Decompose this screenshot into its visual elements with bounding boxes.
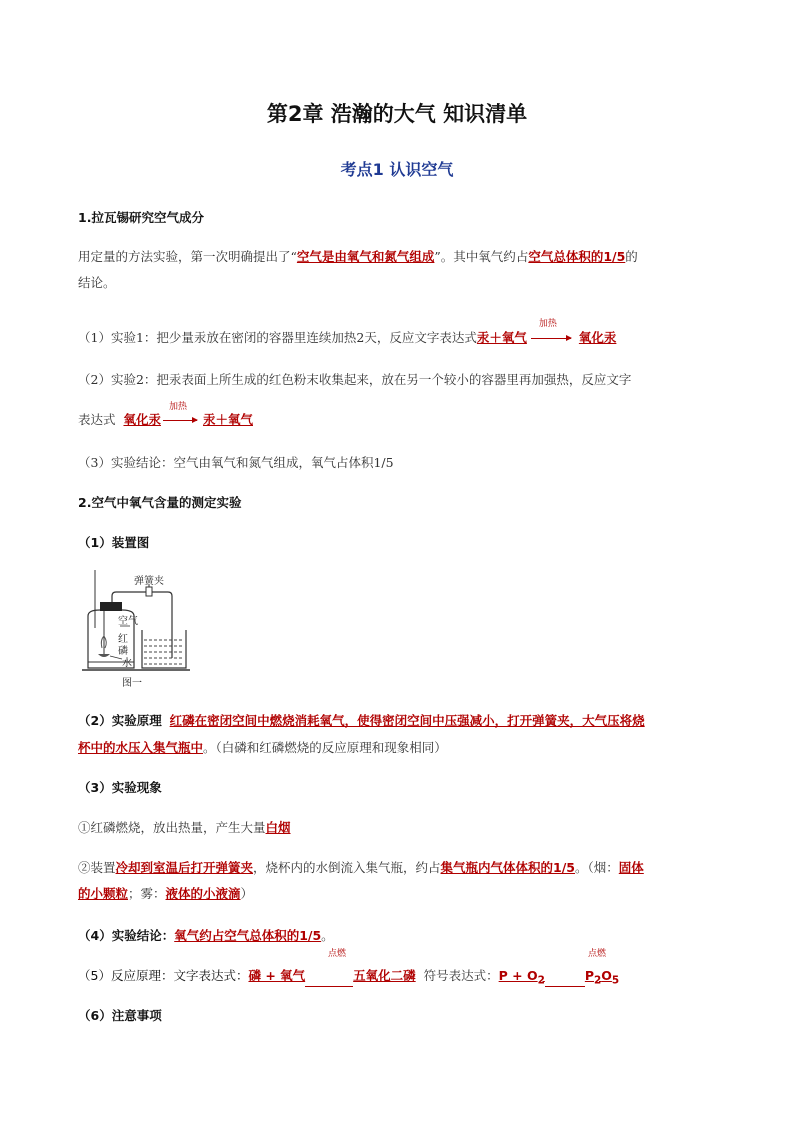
principle-line-1: （2）实验原理 红磷在密闭空间中燃烧消耗氧气，使得密闭空间中压强减小，打开弹簧夹，大气压将烧 <box>78 713 645 728</box>
phenomenon-1: ①红磷燃烧，放出热量，产生大量白烟 <box>78 820 291 835</box>
ignition-condition-symbol: 点燃 <box>588 949 607 959</box>
conclusion: （4）实验结论：氧气约占空气总体积的1/5。 <box>78 928 334 943</box>
heading-lavoisier: 1.拉瓦锡研究空气成分 <box>78 210 204 225</box>
reaction-arrow <box>531 338 571 339</box>
paragraph-conclusion-tail: 结论。 <box>78 275 116 290</box>
figure-caption: 图一 <box>122 678 142 689</box>
heading-oxygen-measurement: 2.空气中氧气含量的测定实验 <box>78 495 242 510</box>
section-title: 考点1 认识空气 <box>340 160 454 179</box>
apparatus-figure <box>78 566 198 690</box>
experiment-2: （2）实验2：把汞表面上所生成的红色粉末收集起来，放在另一个较小的容器里再加强热，反应文字 <box>78 372 632 387</box>
ignition-condition-word: 点燃 <box>328 949 347 959</box>
subheading-phenomena: （3）实验现象 <box>78 780 162 795</box>
phenomenon-2: ②装置冷却到室温后打开弹簧夹，烧杯内的水倒流入集气瓶，约占集气瓶内气体体积的1/5。（烟：固体 <box>78 860 644 875</box>
label-red-1: 红 <box>118 634 128 645</box>
subheading-apparatus: （1）装置图 <box>78 535 150 550</box>
label-red-2: 磷 <box>118 646 128 657</box>
label-air: 空气 <box>118 616 138 627</box>
experiment-1: （1）实验1：把少量汞放在密闭的容器里连续加热2天，反应文字表达式汞＋氧气 加热 氧化汞 <box>78 328 616 346</box>
reaction-principle: （5）反应原理：文字表达式：磷 + 氧气 五氧化二磷 符号表达式：$P + O_2$ $P_2O_5$ <box>78 968 620 987</box>
paragraph-lavoisier: 用定量的方法实验，第一次明确提出了“空气是由氧气和氮气组成”。其中氧气约占空气总体积的1/5的 <box>78 249 638 264</box>
heating-condition: 加热 <box>168 402 187 412</box>
label-water: 水 <box>122 658 132 669</box>
principle-line-2: 杯中的水压入集气瓶中。（白磷和红磷燃烧的反应原理和现象相同） <box>78 740 447 755</box>
subheading-notes: （6）注意事项 <box>78 1008 162 1023</box>
heating-condition: 加热 <box>538 319 557 329</box>
label-clip: 弹簧夹 <box>134 576 164 587</box>
reaction-arrow <box>163 420 197 421</box>
page-title: 第2章 浩瀚的大气 知识清单 <box>266 102 528 126</box>
experiment-2-expression: 表达式 氧化汞 加热 汞＋氧气 <box>78 410 253 428</box>
phenomenon-2-continued: 的小颗粒；雾：液体的小液滴） <box>78 886 254 901</box>
experiment-3: （3）实验结论：空气由氧气和氮气组成，氧气占体积1/5 <box>78 455 394 470</box>
